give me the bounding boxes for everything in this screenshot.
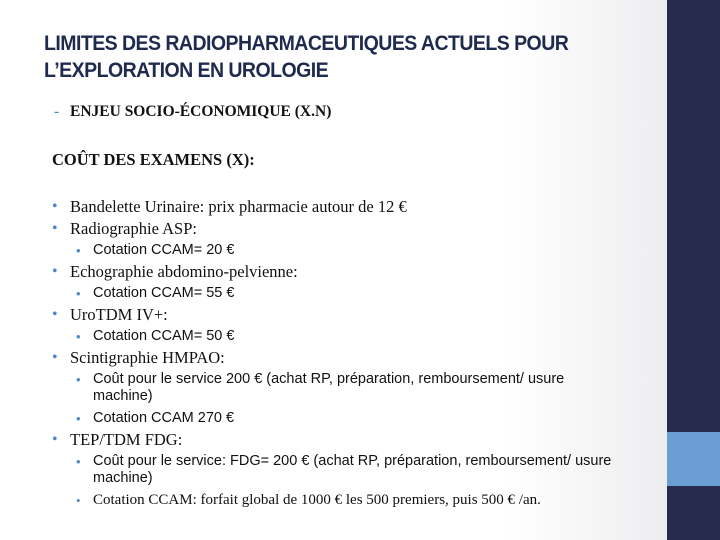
- sidebar-accent-block: [667, 432, 720, 486]
- sub-bullet-icon: •: [76, 454, 81, 469]
- list-item-echographie: [52, 261, 652, 283]
- sub-item: [52, 240, 652, 261]
- list-item-bandelette: [52, 196, 652, 218]
- bullet-icon: •: [52, 306, 58, 323]
- bullet-icon: •: [52, 263, 58, 280]
- sub-item: [52, 369, 613, 408]
- spacer: [52, 172, 652, 196]
- list-item-scintigraphie: [52, 347, 652, 369]
- title-line-1: LIMITES DES RADIOPHARMACEUTIQUES ACTUELS POUR: [44, 32, 569, 55]
- list-item-urotdm: [52, 304, 652, 326]
- sub-item-label: Cotation CCAM= 50 €: [93, 328, 235, 344]
- sub-item: [52, 451, 613, 490]
- list-item-label: Radiographie ASP:: [70, 219, 197, 238]
- title-line-2: L’EXPLORATION EN UROLOGIE: [44, 59, 329, 82]
- sub-item-label: Cotation CCAM: forfait global de 1000 € les 500 premiers, puis 500 € /an.: [93, 492, 541, 508]
- sub-item: [52, 283, 652, 304]
- sub-item-label: Cotation CCAM 270 €: [93, 410, 235, 426]
- list-item-label: UroTDM IV+:: [70, 305, 168, 324]
- sub-bullet-icon: •: [76, 286, 81, 301]
- list-item-tep-tdm: [52, 429, 652, 451]
- list-item-radiographie: [52, 218, 652, 240]
- subtitle-text: ENJEU SOCIO-ÉCONOMIQUE (X.N): [70, 103, 332, 120]
- sub-bullet-icon: •: [76, 243, 81, 258]
- sub-item: [52, 490, 652, 511]
- subtitle-row: [52, 100, 652, 124]
- bullet-icon: •: [52, 349, 58, 366]
- sub-bullet-icon: •: [76, 493, 81, 508]
- list-item-label: Bandelette Urinaire: prix pharmacie autour de 12 €: [70, 197, 407, 216]
- sub-item-label: Cotation CCAM= 55 €: [93, 285, 235, 301]
- slide-title: [44, 30, 602, 84]
- bullet-icon: •: [52, 431, 58, 448]
- dash-marker: -: [54, 103, 60, 120]
- bullet-icon: •: [52, 198, 58, 215]
- list-item-label: Scintigraphie HMPAO:: [70, 348, 225, 367]
- section-heading: COÛT DES EXAMENS (X):: [52, 150, 255, 169]
- sub-item-label: Coût pour le service: FDG= 200 € (achat RP, préparation, remboursement/ usure machine): [93, 453, 612, 486]
- sub-item: [52, 326, 652, 347]
- sub-item-label: Coût pour le service 200 € (achat RP, préparation, remboursement/ usure machine): [93, 371, 565, 404]
- slide-content: [52, 100, 652, 511]
- list-item-label: Echographie abdomino-pelvienne:: [70, 262, 298, 281]
- sub-item-label: Cotation CCAM= 20 €: [93, 242, 235, 258]
- sub-bullet-icon: •: [76, 372, 81, 387]
- sub-bullet-icon: •: [76, 411, 81, 426]
- sub-item: [52, 408, 652, 429]
- bullet-icon: •: [52, 220, 58, 237]
- sub-bullet-icon: •: [76, 329, 81, 344]
- list-item-label: TEP/TDM FDG:: [70, 430, 183, 449]
